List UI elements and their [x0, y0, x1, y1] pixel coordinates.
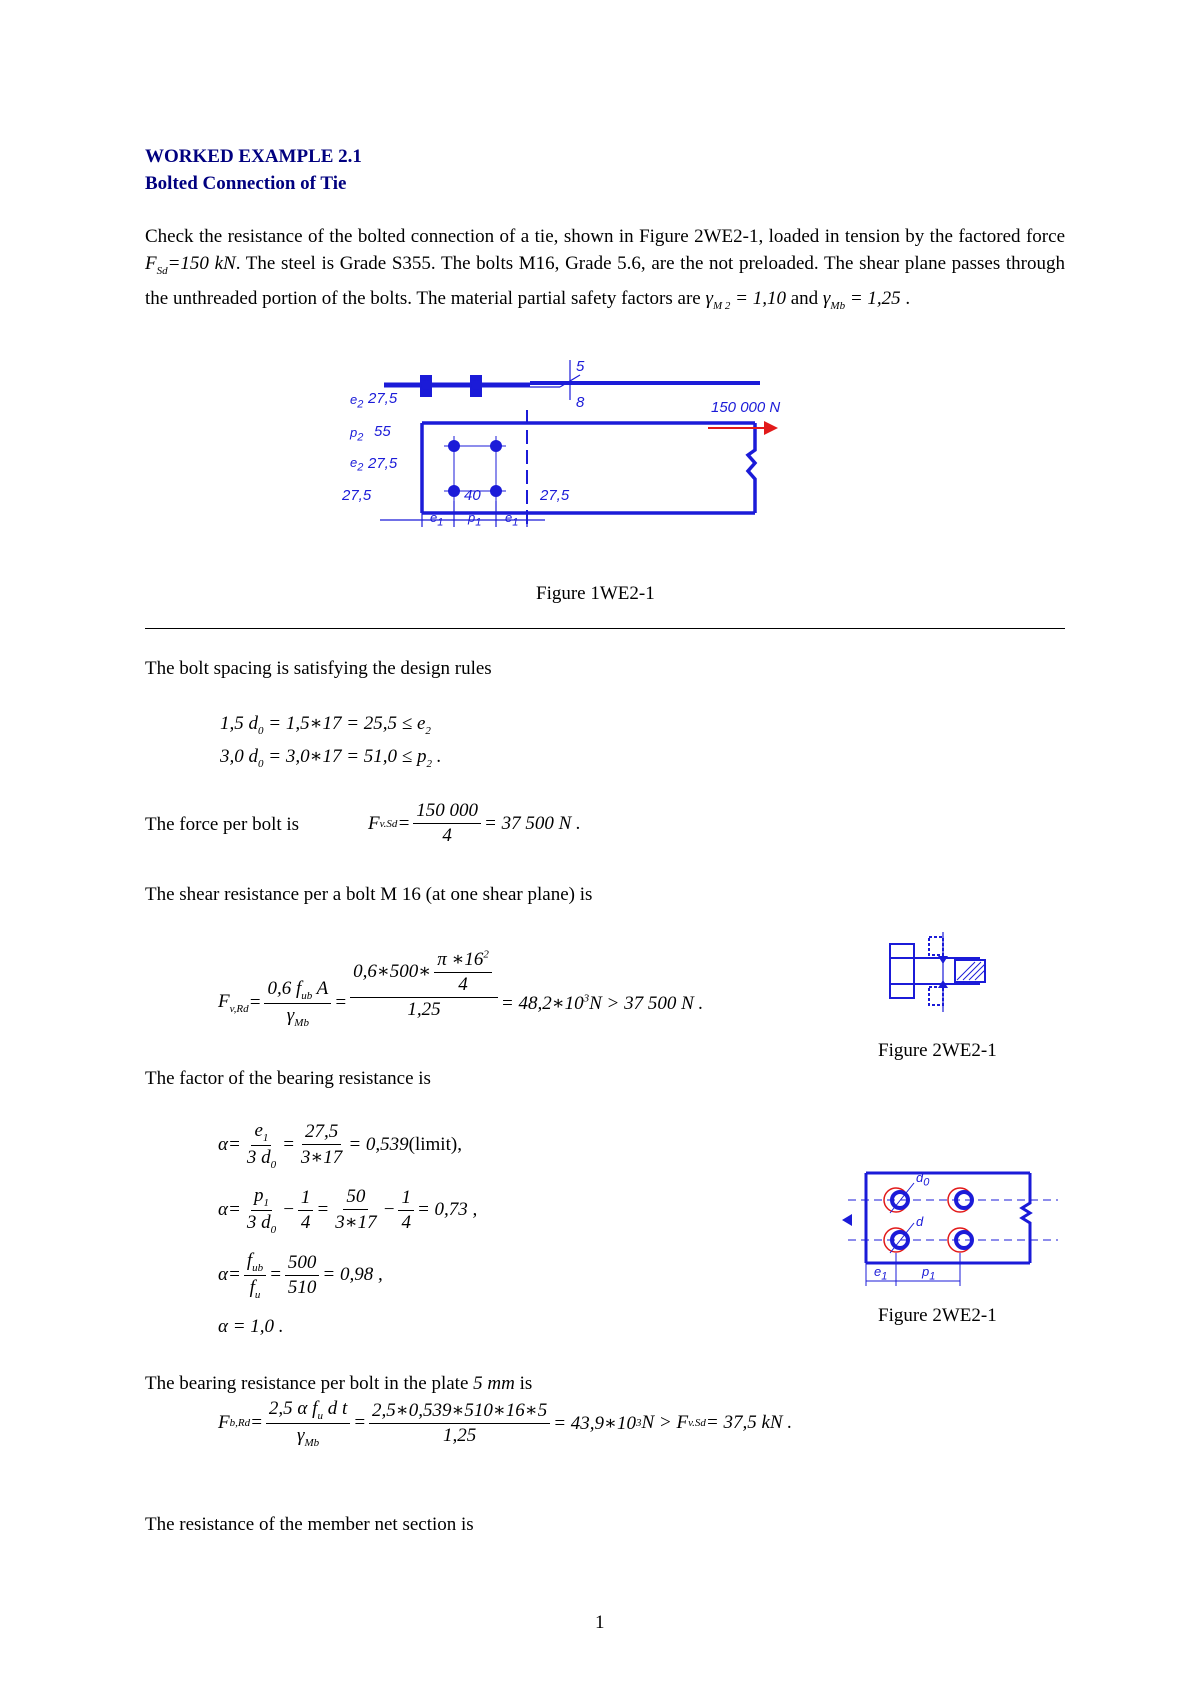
- dim-thickness-5: 5: [576, 358, 585, 375]
- shear-fraction-1: $\frac{0,6 f_{ub} A}{\gamma_{Mb}}$: [264, 978, 331, 1029]
- shear-equation: $F_{v,Rd}$ = $\frac{0,6 f_{ub} A}{\gamma_{Mb}}$ = 0,6∗500∗ $\frac{\pi ∗16^2}{4}$ 1,25 = $48,2∗10^3N > 37$ 500 N .: [218, 948, 704, 1029]
- intro-text-2: . The steel is Grade S355. The bolts M16, Grade 5.6, are the not preloaded. The shear plane passes through the unthreaded portion of the bolts. The material partial safety factors are: [145, 253, 1065, 309]
- intro-paragraph: [145, 223, 1065, 320]
- figure-2-bolt-shear-drawing: [885, 932, 1010, 1012]
- force-symbol: F: [145, 253, 157, 274]
- dim-left-edge: 27,5: [342, 487, 372, 504]
- figure-3-bolt-holes-drawing: [838, 1168, 1063, 1293]
- shear-arrow-down: [938, 956, 948, 964]
- gamma-m2-value: = 1,10: [730, 287, 786, 309]
- dim-p2: 55: [374, 423, 391, 440]
- gamma-mb-value: = 1,25: [845, 287, 901, 309]
- page-title: WORKED EXAMPLE 2.1: [145, 146, 362, 167]
- label-d0: $d_0$: [916, 1170, 930, 1189]
- spacing-equation-1: 1,5 $d_0$ = 1,5∗17 = $25,5 \le e_2$: [220, 713, 431, 737]
- alpha-equation-2: α = $\frac{p_1}{3 d_0}$ − $\frac{1}{4}$ = $\frac{50}{3∗17}$ − $\frac{1}{4}$ = 0,73 ,: [218, 1185, 478, 1236]
- plate-top: [929, 937, 943, 955]
- bearing-factor-text: The factor of the bearing resistance is: [145, 1068, 431, 1089]
- force-per-bolt-equation: F v.Sd = $\frac{150 000}{4}$ = 37 500 N .: [368, 800, 581, 846]
- gamma-m2-symbol: γ: [705, 287, 713, 309]
- label-e2-bottom: $e_2$: [350, 455, 364, 474]
- force-per-bolt-text: The force per bolt is: [145, 814, 300, 835]
- intro-and: and: [785, 287, 823, 309]
- bearing-equation: F b,Rd = $\frac{2,5 \alpha f_u d t}{\gamma_{Mb}}$ = $\frac{2,5∗0,539∗510∗16∗5}{1,25}$ = 43,9∗10 3 N > F v.Sd = 37,5 kN .: [218, 1398, 793, 1449]
- intro-text-1: Check the resistance of the bolted connection of a tie, shown in Figure 2WE2-1, loaded in tension by the factored force: [145, 226, 1065, 247]
- dim-right-edge: 27,5: [540, 487, 570, 504]
- gamma-mb-symbol: γ: [822, 287, 831, 309]
- plate-outline: [866, 1173, 1030, 1263]
- shear-text: The shear resistance per a bolt M 16 (at one shear plane) is: [145, 884, 593, 905]
- dim-pitch: 40: [464, 487, 481, 504]
- spacing-equation-2: 3,0 $d_0$ = 3,0∗17 = $51,0 \le p_2$ .: [220, 746, 442, 770]
- label-p1: $p_1$: [922, 1264, 936, 1283]
- figure-1-caption: Figure 1WE2-1: [536, 583, 655, 604]
- label-e1-right: $e_1$: [505, 510, 519, 529]
- label-d: d: [916, 1214, 924, 1229]
- label-e1-left: $e_1$: [430, 510, 444, 529]
- label-p1: $p_1$: [468, 510, 482, 529]
- figure-3-labels: [838, 1168, 936, 1283]
- gamma-mb-subscript: Mb: [830, 299, 846, 312]
- net-section-text: The resistance of the member net section is: [145, 1514, 474, 1535]
- intro-end: .: [900, 287, 911, 309]
- force-value: =150 kN: [167, 253, 236, 274]
- shear-fraction-2: 0,6∗500∗ $\frac{\pi ∗16^2}{4}$ 1,25: [350, 948, 498, 1021]
- force-subscript: Sd: [156, 264, 168, 277]
- dim-e2-bottom: 27,5: [368, 455, 398, 472]
- plate-bottom: [929, 987, 943, 1005]
- alpha-equation-1: α = $\frac{e_1}{3 d_0}$ = $\frac{27,5}{3∗17}$ = 0,539 (limit),: [218, 1120, 462, 1171]
- gamma-m2-subscript: M 2: [712, 299, 731, 312]
- figure-1-labels: [342, 355, 570, 529]
- figure-3-caption: Figure 2WE2-1: [878, 1305, 997, 1326]
- label-e1: $e_1$: [874, 1264, 888, 1283]
- divider-line: [145, 628, 1065, 629]
- bearing-text: The bearing resistance per bolt in the plate 5 mm is: [145, 1373, 533, 1394]
- label-p2: $p_2$: [350, 425, 364, 444]
- figure-1-bolted-tie-drawing: [380, 355, 870, 580]
- label-e2-top: $e_2$: [350, 392, 364, 411]
- thickness-dimension: [530, 360, 580, 400]
- alpha-equation-4: α = 1,0 .: [218, 1316, 284, 1337]
- page-subtitle: Bolted Connection of Tie: [145, 173, 347, 194]
- dim-e2-top: 27,5: [368, 390, 398, 407]
- bolt-head: [890, 944, 914, 998]
- alpha-equation-3: α = $\frac{f_{ub}}{f_u}$ = $\frac{500}{510}$ = 0,98 ,: [218, 1250, 383, 1301]
- page-number: 1: [595, 1612, 605, 1633]
- hole-circles: [884, 1188, 972, 1252]
- load-label: 150 000 N: [711, 399, 781, 416]
- shear-lhs: $F_{v,Rd}$: [218, 991, 249, 1016]
- spacing-text: The bolt spacing is satisfying the design rules: [145, 658, 492, 679]
- load-arrow-left: [842, 1214, 852, 1226]
- figure-2-caption: Figure 2WE2-1: [878, 1040, 997, 1061]
- dim-thickness-8: 8: [576, 394, 585, 411]
